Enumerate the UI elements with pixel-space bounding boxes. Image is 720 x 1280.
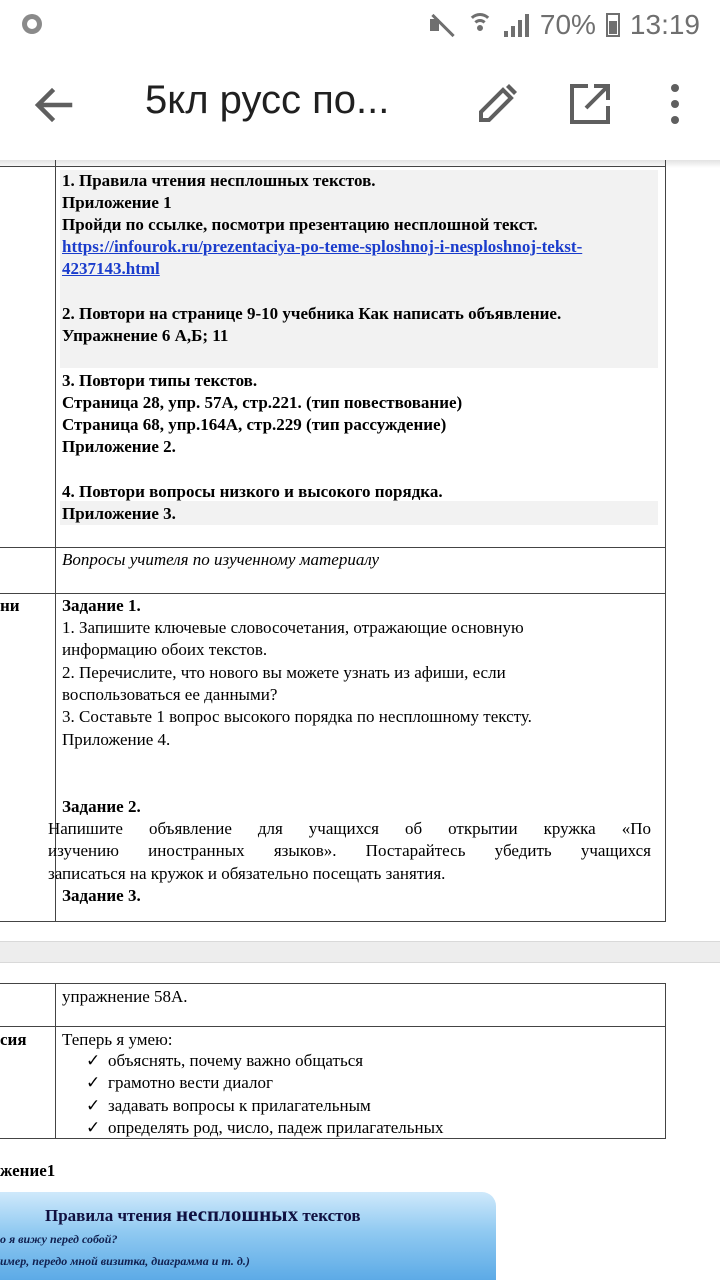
table-border	[665, 160, 666, 922]
task1-line: воспользоваться ее данными?	[62, 685, 278, 704]
table-border	[0, 1026, 666, 1027]
item1-desc: Пройди по ссылке, посмотри презентацию несплошной текст.	[62, 215, 538, 234]
appendix-heading: жение1	[0, 1161, 56, 1180]
page-separator	[0, 941, 720, 963]
battery-icon	[606, 13, 620, 37]
status-bar	[0, 0, 720, 50]
item4-line1: 4. Повтори вопросы низкого и высокого порядка.	[62, 482, 443, 501]
task2-line: Напишите объявление для учащихся об открытии кружка «По	[48, 819, 651, 838]
check-icon: ✓	[86, 1118, 101, 1137]
check-icon: ✓	[86, 1096, 101, 1115]
table-border	[0, 921, 666, 922]
mute-icon	[428, 12, 456, 38]
table-border	[0, 166, 666, 167]
document-view[interactable]	[0, 160, 720, 1280]
check-icon: ✓	[86, 1073, 101, 1092]
task1-line: информацию обоих текстов.	[62, 640, 268, 659]
more-vert-icon	[655, 80, 695, 128]
task1-line: 2. Перечислите, что нового вы можете узнать из афиши, если	[62, 663, 506, 682]
exercise-58a: упражнение 58А.	[62, 987, 188, 1006]
clock: 13:19	[629, 9, 700, 40]
table-border	[665, 983, 666, 1139]
back-button[interactable]	[30, 82, 80, 128]
item3-line2: Страница 28, упр. 57А, стр.221. (тип повествование)	[62, 393, 463, 412]
item3-line3: Страница 68, упр.164А, стр.229 (тип рассуждение)	[62, 415, 447, 434]
document-title: 5кл русс по...	[145, 78, 390, 122]
check-item: ✓ определять род, число, падеж прилагательных	[86, 1117, 444, 1140]
table-border	[0, 593, 666, 594]
check-item: ✓ объяснять, почему важно общаться	[86, 1050, 363, 1073]
check-icon: ✓	[86, 1051, 101, 1070]
teacher-questions: Вопросы учителя по изученному материалу	[62, 550, 380, 569]
battery-percent: 70%	[539, 9, 596, 40]
row-left-label: ни	[0, 596, 20, 615]
item4-line2: Приложение 3.	[62, 504, 176, 523]
app-toolbar	[0, 50, 720, 160]
appendix-slide-image	[0, 1192, 496, 1280]
presentation-link[interactable]: https://infourok.ru/prezentaciya-po-teme-sploshnoj-i-nesploshnoj-tekst-	[62, 237, 583, 256]
item2-line2: Упражнение 6 А,Б; 11	[62, 326, 229, 345]
table-border	[0, 983, 666, 984]
item1-appendix: Приложение 1	[62, 193, 172, 212]
edit-button[interactable]	[473, 80, 521, 128]
slide-title: Правила чтения несплошных текстов	[45, 1202, 361, 1226]
now-i-can: Теперь я умею:	[62, 1030, 173, 1049]
arrow-left-icon	[30, 82, 80, 128]
open-in-new-button[interactable]	[566, 80, 614, 128]
item3-line4: Приложение 2.	[62, 437, 176, 456]
task1-line: 1. Запишите ключевые словосочетания, отражающие основную	[62, 618, 524, 637]
task3-title: Задание 3.	[62, 886, 141, 905]
task2-title: Задание 2.	[62, 797, 141, 816]
check-item: ✓ задавать вопросы к прилагательным	[86, 1095, 371, 1118]
table-border	[0, 547, 666, 548]
item2-line1: 2. Повтори на странице 9-10 учебника Как написать объявление.	[62, 304, 562, 323]
item3-line1: 3. Повтори типы текстов.	[62, 371, 258, 390]
item1-title: 1. Правила чтения несплошных текстов.	[62, 171, 376, 190]
slide-text: имер, передо мной визитка, диаграмма и т. д.)	[0, 1254, 250, 1268]
presentation-link-cont[interactable]: 4237143.html	[62, 259, 160, 278]
open-in-new-icon	[566, 80, 614, 128]
row-left-label: сия	[0, 1030, 27, 1049]
slide-text: о я вижу перед собой?	[0, 1232, 118, 1246]
check-item: ✓ грамотно вести диалог	[86, 1072, 273, 1095]
task1-title: Задание 1.	[62, 596, 141, 615]
task1-line: Приложение 4.	[62, 730, 171, 749]
task2-line: изучению иностранных языков». Постарайтесь убедить учащихся	[48, 841, 651, 860]
pencil-icon	[473, 80, 521, 128]
table-border	[55, 983, 56, 1139]
table-border	[55, 160, 56, 922]
task2-line: записаться на кружок и обязательно посещать занятия.	[48, 864, 446, 883]
app-notification-icon	[22, 14, 42, 34]
more-options-button[interactable]	[655, 80, 695, 128]
status-icons	[428, 8, 700, 42]
signal-icon	[504, 13, 530, 37]
task1-line: 3. Составьте 1 вопрос высокого порядка по несплошному тексту.	[62, 707, 532, 726]
wifi-icon	[466, 13, 494, 37]
